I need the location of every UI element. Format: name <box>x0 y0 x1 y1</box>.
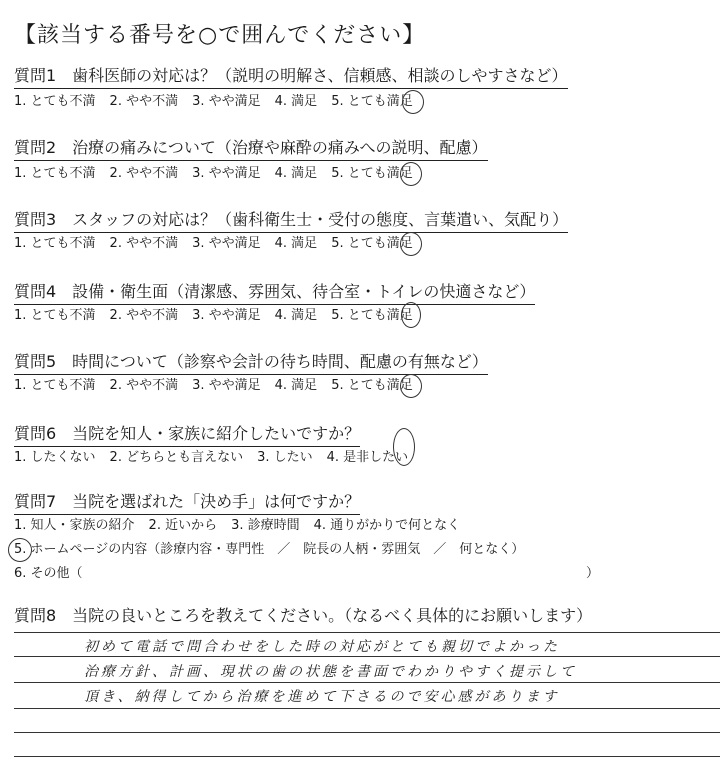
option-1[interactable]: 1. したくない <box>14 450 96 465</box>
option-4[interactable]: 4. 満足 <box>274 94 318 109</box>
option-3[interactable]: 3. 診療時間 <box>231 518 300 533</box>
handwritten-answer-line-3: 頂き、納得してから治療を進めて下さるので安心感があります <box>84 689 560 705</box>
question-5-options <box>14 378 427 394</box>
question-2-title: 質問2 治療の痛みについて（治療や麻酔の痛みへの説明、配慮） <box>14 138 488 161</box>
question-3-options <box>14 236 427 252</box>
option-2[interactable]: 2. やや不満 <box>109 378 179 393</box>
option-3[interactable]: 3. やや満足 <box>192 94 261 109</box>
question-1-title: 質問1 歯科医師の対応は？（説明の明解さ、信頼感、相談のしやすさなど） <box>14 66 568 89</box>
option-2[interactable]: 2. やや不満 <box>109 94 179 109</box>
handwritten-answer-line-2: 治療方針、計画、現状の歯の状態を書面でわかりやすく提示して <box>84 664 577 680</box>
option-4[interactable]: 4. 満足 <box>274 378 318 393</box>
question-8-title: 質問8 当院の良いところを教えてください。（なるべく具体的にお願いします） <box>14 606 593 625</box>
question-6-options <box>14 450 422 466</box>
question-7-title: 質問7 当院を選ばれた「決め手」は何ですか？ <box>14 492 360 515</box>
option-5[interactable]: 5. とても満足 <box>331 94 413 109</box>
option-3[interactable]: 3. やや満足 <box>192 308 261 323</box>
selection-circle-4 <box>401 302 421 328</box>
question-1-options <box>14 94 427 110</box>
selection-circle-3 <box>400 232 422 256</box>
option-3[interactable]: 3. やや満足 <box>192 166 261 181</box>
option-4[interactable]: 4. 是非したい <box>326 450 409 465</box>
handwritten-answer-line-1: 初めて電話で問合わせをした時の対応がとても親切でよかった <box>84 639 560 655</box>
selection-circle-7 <box>8 538 32 562</box>
option-1[interactable]: 1. とても不満 <box>14 236 96 251</box>
question-7-options-line1 <box>14 518 474 534</box>
answer-line <box>14 656 720 657</box>
option-5[interactable]: 5. とても満足 <box>331 308 413 323</box>
answer-line <box>14 756 720 757</box>
option-3[interactable]: 3. やや満足 <box>192 378 261 393</box>
page-header: 【該当する番号を○で囲んでください】 <box>14 23 426 48</box>
option-2[interactable]: 2. 近いから <box>148 518 218 533</box>
option-1[interactable]: 1. とても不満 <box>14 308 96 323</box>
option-3[interactable]: 3. したい <box>257 450 313 465</box>
selection-circle-5 <box>400 374 422 398</box>
selection-circle-2 <box>400 162 422 186</box>
question-7-option-5[interactable]: 5. ホームページの内容（診療内容・専門性 ／ 院長の人柄・雰囲気 ／ 何となく） <box>14 542 525 557</box>
answer-line <box>14 732 720 733</box>
option-2[interactable]: 2. どちらとも言えない <box>109 450 244 465</box>
option-4[interactable]: 4. 満足 <box>274 236 318 251</box>
option-3[interactable]: 3. やや満足 <box>192 236 261 251</box>
question-4-options <box>14 308 427 324</box>
answer-line <box>14 708 720 709</box>
question-5-title: 質問5 時間について（診察や会計の待ち時間、配慮の有無など） <box>14 352 488 375</box>
option-2[interactable]: 2. やや不満 <box>109 166 179 181</box>
question-4-title: 質問4 設備・衛生面（清潔感、雰囲気、待合室・トイレの快適さなど） <box>14 282 535 305</box>
question-2-options <box>14 166 427 182</box>
option-4[interactable]: 4. 満足 <box>274 166 318 181</box>
option-5[interactable]: 5. とても満足 <box>331 166 413 181</box>
option-4[interactable]: 4. 通りがかりで何となく <box>313 518 461 533</box>
question-6-title: 質問6 当院を知人・家族に紹介したいですか？ <box>14 424 360 447</box>
option-5[interactable]: 5. とても満足 <box>331 236 413 251</box>
question-7-option-6[interactable]: 6. その他（ <box>14 566 83 581</box>
selection-circle-1 <box>402 90 424 114</box>
option-1[interactable]: 1. とても不満 <box>14 378 96 393</box>
selection-circle-6 <box>393 428 415 466</box>
other-close-paren: ） <box>586 566 600 581</box>
option-1[interactable]: 1. とても不満 <box>14 94 96 109</box>
answer-line <box>14 632 720 633</box>
option-1[interactable]: 1. とても不満 <box>14 166 96 181</box>
option-5[interactable]: 5. とても満足 <box>331 378 413 393</box>
option-4[interactable]: 4. 満足 <box>274 308 318 323</box>
question-3-title: 質問3 スタッフの対応は？（歯科衛生士・受付の態度、言葉遣い、気配り） <box>14 210 568 233</box>
answer-line <box>14 682 720 683</box>
option-1[interactable]: 1. 知人・家族の紹介 <box>14 518 135 533</box>
option-2[interactable]: 2. やや不満 <box>109 308 179 323</box>
option-2[interactable]: 2. やや不満 <box>109 236 179 251</box>
